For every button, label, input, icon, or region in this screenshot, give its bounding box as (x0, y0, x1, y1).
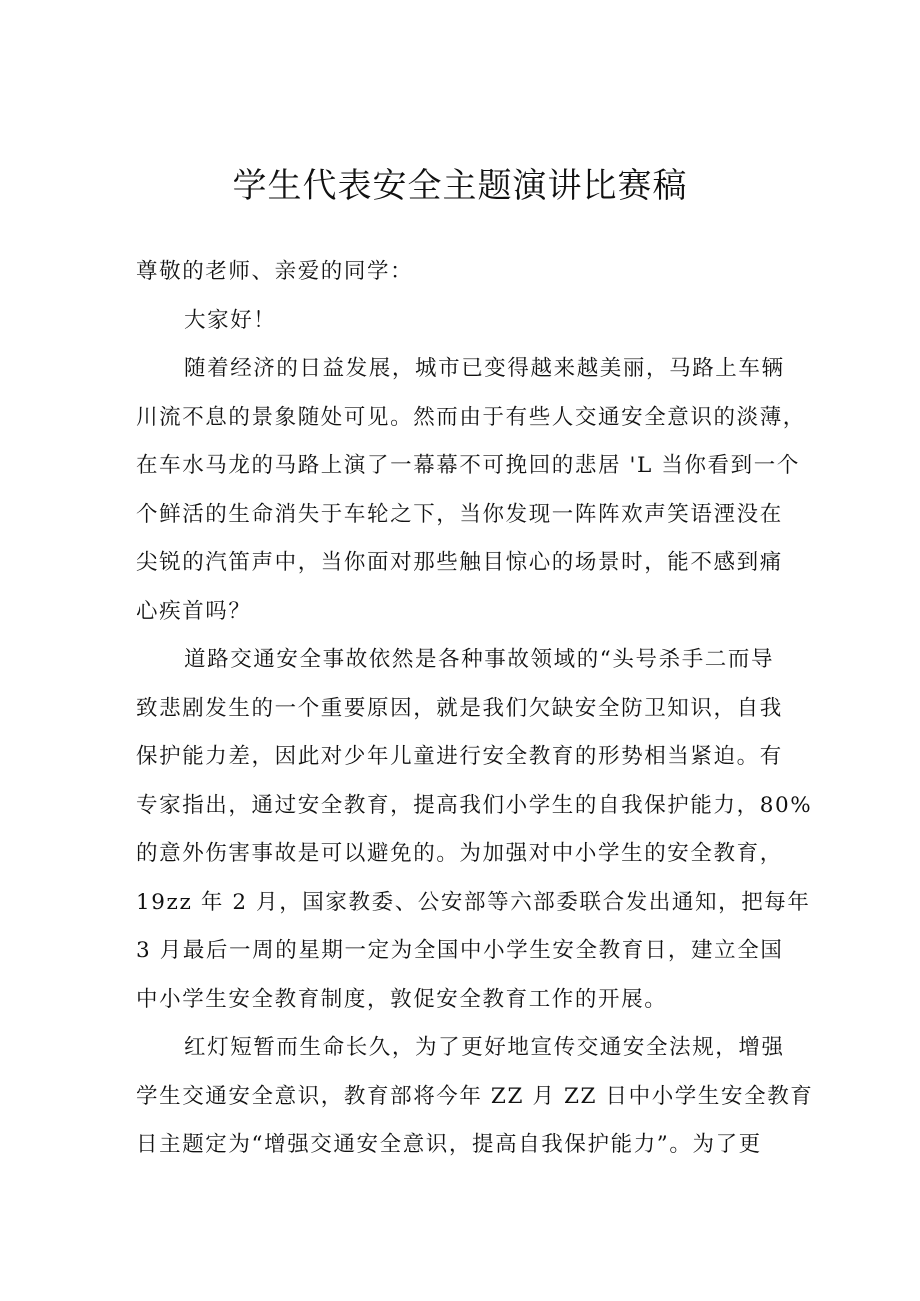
paragraph-line: 的意外伤害事故是可以避免的。为加强对中小学生的安全教育， (136, 841, 783, 866)
salutation: 尊敬的老师、亲爱的同学： (136, 259, 414, 284)
paragraph-line: 道路交通安全事故依然是各种事故领域的“头号杀手二而导 (184, 647, 775, 672)
paragraph-1 (136, 345, 806, 636)
paragraph-line: 随着经济的日益发展，城市已变得越来越美丽，马路上车辆 (184, 356, 785, 381)
paragraph-line: 专家指出，通过安全教育，提高我们小学生的自我保护能力，80% (136, 792, 813, 818)
paragraph-line: 心疾首吗？ (136, 598, 252, 624)
paragraph-3 (136, 1024, 814, 1170)
paragraph-line: 尖锐的汽笛声中，当你面对那些触目惊心的场景时，能不感到痛 (136, 550, 783, 575)
paragraph-line: 19zz 年 2 月，国家教委、公安部等六部委联合发出通知，把每年 (136, 889, 811, 915)
paragraph-line: 学生交通安全意识，教育部将今年 ZZ 月 ZZ 日中小学生安全教育 (136, 1083, 814, 1109)
paragraph-line: 在车水马龙的马路上演了一幕幕不可挽回的悲居 'L 当你看到一个 (136, 453, 800, 478)
paragraph-line: 个鲜活的生命消失于车轮之下，当你发现一阵阵欢声笑语湮没在 (136, 501, 783, 527)
paragraph-line: 中小学生安全教育制度，敦促安全教育工作的开展。 (136, 986, 668, 1012)
document-title: 学生代表安全主题演讲比赛稿 (232, 166, 688, 206)
paragraph-line: 日主题定为“增强交通安全意识，提高自我保护能力”。为了更 (136, 1132, 762, 1157)
paragraph-line: 3 月最后一周的星期一定为全国中小学生安全教育日，建立全国 (136, 938, 784, 963)
paragraph-line: 致悲剧发生的一个重要原因，就是我们欠缺安全防卫知识，自我 (136, 695, 783, 721)
paragraph-line: 保护能力差，因此对少年儿童进行安全教育的形势相当紧迫。有 (136, 744, 783, 769)
greeting: 大家好！ (184, 307, 277, 333)
document-body (136, 248, 814, 1170)
paragraph-2 (136, 636, 813, 1024)
paragraph-line: 红灯短暂而生命长久，为了更好地宣传交通安全法规，增强 (184, 1035, 785, 1060)
paragraph-line: 川流不息的景象随处可见。然而由于有些人交通安全意识的淡薄， (136, 404, 806, 430)
